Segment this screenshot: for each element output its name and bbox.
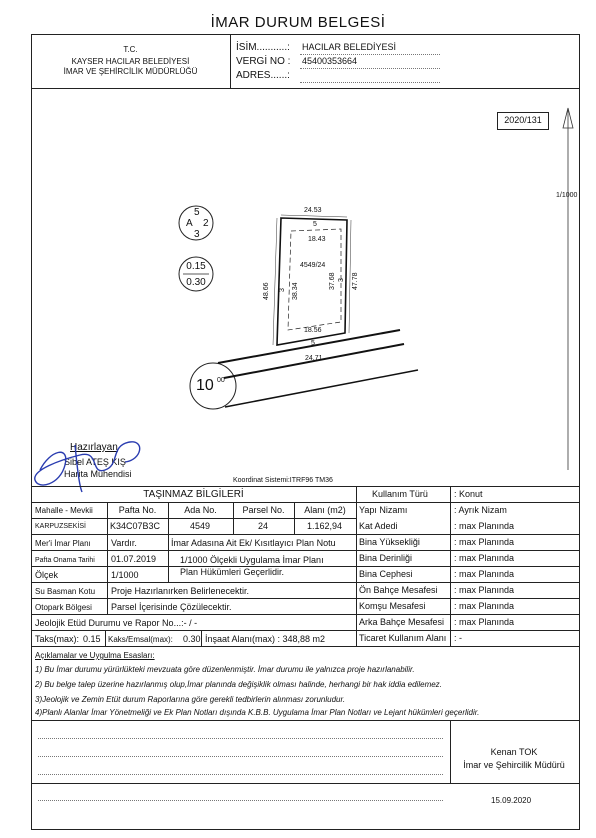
prepared-role: Harita Mühendisi	[64, 469, 132, 479]
zone-bottom: 3	[194, 229, 200, 240]
taks-ratio: 0.15	[186, 261, 206, 272]
usage-label: Kat Adedi	[359, 521, 398, 531]
dim-bottom-inner: 18.56	[304, 327, 322, 334]
dim-right-outer: 47.78	[352, 272, 359, 290]
flood-value: Proje Hazırlanırken Belirlenecektir.	[111, 586, 250, 596]
usage-value: : max Planında	[454, 569, 515, 579]
signer-title: İmar ve Şehircilik Müdürü	[463, 760, 565, 770]
tax-value: 45400353664	[302, 56, 358, 66]
taks-label: Taks(max):	[35, 634, 80, 644]
value-ada: 4549	[190, 521, 211, 531]
coordinate-system: Koordinat Sistemi:ITRF96 TM36	[233, 477, 333, 484]
flood-label: Su Basman Kotu	[35, 587, 96, 596]
document-date: 15.09.2020	[491, 796, 532, 805]
prepared-name: Sibel ATEŞ KIŞ	[64, 457, 126, 467]
dim-left-setback: 3	[279, 288, 286, 292]
parcel-id: 4549/24	[300, 262, 326, 269]
prepared-heading: Hazırlayan	[70, 442, 118, 453]
usage-label: Bina Derinliği	[359, 553, 413, 563]
plan-date-label: Pafta Onama Tarihi	[35, 557, 95, 564]
meri-plan-label: Mer'i İmar Planı	[35, 539, 91, 548]
usage-label: Ön Bahçe Mesafesi	[359, 585, 438, 595]
commercial-value: : -	[454, 633, 462, 643]
usage-label: Bina Cephesi	[359, 569, 413, 579]
col-header-pafta: Pafta No.	[118, 505, 157, 515]
tax-label: VERGİ NO :	[236, 56, 291, 67]
parking-value: Parsel İçerisinde Çözülecektir.	[111, 602, 232, 612]
note-item: 4)Planlı Alanlar İmar Yönetmeliği ve Ek Plan Notları dışında K.B.B. Uygulama İmar Plan Notları ve Lejant hükümleri geçerlidir.	[35, 708, 480, 717]
usage-label: Kullanım Türü	[372, 489, 428, 499]
road-edge-far	[225, 370, 418, 407]
zone-top: 5	[194, 207, 200, 218]
dim-left-inner: 38.34	[292, 282, 299, 300]
north-arrow-icon	[563, 108, 573, 470]
note-item: 2) Bu belge talep üzerine hazırlanmış olup,İmar planında değişiklik olması halinde, herhangi bir hak iddia edilemez.	[35, 680, 442, 689]
usage-value: : max Planında	[454, 537, 515, 547]
usage-value: : max Planında	[454, 521, 515, 531]
taks-value: 0.15	[83, 634, 101, 644]
note-item: 3)Jeolojik ve Zemin Etüt durum Raporlarına göre gerekli tedbirlerin alınması zorunludur.	[35, 695, 346, 704]
dim-right-inner: 37.68	[329, 272, 336, 290]
usage-label: Yapı Nizamı	[359, 505, 408, 515]
doc-number: 2020/131	[504, 115, 542, 125]
col-header-mahalle: Mahalle - Mevkii	[35, 506, 93, 515]
dim-right-setback: 3	[338, 278, 345, 282]
usage-value: : Konut	[454, 489, 483, 499]
parking-label: Otopark Bölgesi	[35, 603, 92, 612]
dim-left-outer: 48.66	[263, 282, 270, 300]
plan-note-label: İmar Adasına Ait Ek/ Kısıtlayıcı Plan Notu	[171, 538, 336, 548]
value-alan: 1.162,94	[307, 521, 343, 531]
kaks-ratio: 0.30	[186, 277, 206, 288]
meri-plan-value: Vardır.	[111, 538, 137, 548]
value-mahalle: KARPUZSEKİSİ	[35, 523, 86, 530]
plan-scale: 1/1000	[556, 192, 578, 199]
document-title: İMAR DURUM BELGESİ	[210, 14, 386, 31]
usage-label: Arka Bahçe Mesafesi	[359, 617, 445, 627]
usage-value: : max Planında	[454, 553, 515, 563]
dim-top-outer: 24.53	[304, 207, 322, 214]
property-section-title: TAŞINMAZ BİLGİLERİ	[143, 489, 244, 500]
col-header-parsel: Parsel No.	[242, 505, 285, 515]
kaks-value: 0.30	[183, 634, 201, 644]
plan-date-value: 01.07.2019	[111, 554, 157, 564]
value-pafta: K34C07B3C	[110, 521, 161, 531]
col-header-alan: Alanı (m2)	[304, 505, 346, 515]
dim-bottom-outer: 24.71	[305, 355, 323, 362]
note-item: 1) Bu İmar durumu yürürlükteki mevzuata göre düzenlenmiştir. İmar durumu ile yalnızca proje hazırlanabilir.	[35, 665, 415, 674]
usage-value: : Ayrık Nizam	[454, 505, 507, 515]
name-value: HACILAR BELEDİYESİ	[302, 42, 397, 52]
zone-letter: A	[186, 218, 193, 229]
commercial-label: Ticaret Kullanım Alanı	[359, 633, 447, 643]
usage-value: : max Planında	[454, 585, 515, 595]
value-parsel: 24	[258, 521, 269, 531]
notes-title: Açıklamalar ve Uygulma Esasları:	[35, 651, 155, 660]
usage-value: : max Planında	[454, 601, 515, 611]
dim-top-inner: 18.43	[308, 236, 326, 243]
name-label: İSİM...........:	[236, 42, 290, 53]
road-width: 10	[196, 377, 214, 394]
scale-value: 1/1000	[111, 570, 139, 580]
usage-label: Komşu Mesafesi	[359, 601, 426, 611]
construction-area: İnşaat Alanı(max) : 348,88 m2	[205, 634, 326, 644]
org-line-1: T.C.	[123, 45, 138, 54]
dim-top-setback: 5	[313, 221, 317, 228]
col-header-ada: Ada No.	[184, 505, 217, 515]
signer-name: Kenan TOK	[490, 747, 538, 757]
address-label: ADRES......:	[236, 70, 290, 81]
dim-bottom-setback: 5	[311, 340, 315, 347]
org-line-3: İMAR VE ŞEHİRCİLİK MÜDÜRLÜĞÜ	[63, 67, 198, 76]
scale-label: Ölçek	[35, 570, 59, 580]
plan-note-text-2: Plan Hükümleri Geçerlidir.	[180, 567, 285, 577]
usage-label: Bina Yüksekliği	[359, 537, 420, 547]
kaks-label: Kaks/Emsal(max):	[108, 635, 173, 644]
plan-note-text-1: 1/1000 Ölçekli Uygulama İmar Planı	[180, 555, 324, 565]
zone-right: 2	[203, 218, 209, 229]
road-width-decimal: 00	[217, 377, 225, 384]
org-line-2: KAYSER HACILAR BELEDİYESİ	[71, 57, 190, 66]
geo-label: Jeolojik Etüd Durumu ve Rapor No...:- / -	[35, 618, 198, 628]
usage-value: : max Planında	[454, 617, 515, 627]
